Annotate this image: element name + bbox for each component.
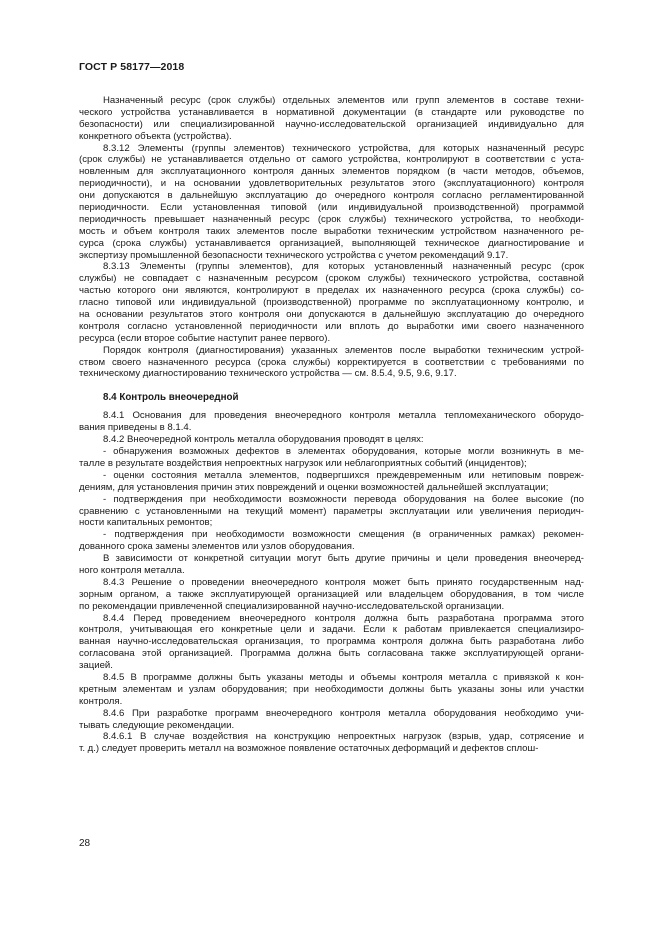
text-line: периодичности), и на основании удовлетворительных результатов этого (эксплуатационного) контроля: [79, 178, 584, 190]
text-line: сурса (срока службы) устанавливается организацией, выполняющей техническое диагностирование и: [79, 237, 584, 249]
page-content: [79, 95, 584, 755]
text-line: Порядок контроля (диагностирования) указанных элементов после выработки техническим устрой-: [103, 344, 584, 356]
paragraph: [79, 708, 584, 732]
text-line: по рекомендации привлеченной специализированной научно-исследовательской организации.: [79, 600, 505, 612]
text-line: периодичности. Если установленная типовой (или индивидуальной производственной) программой: [79, 202, 584, 214]
text-line: 8.4.3 Решение о проведении внеочередного контроля может быть принято государственным над-: [103, 576, 584, 588]
text-line: сравнению с установленными на текущий момент) параметры эксплуатации или увеличения периодич-: [79, 505, 584, 517]
text-line: - оценки состояния металла элементов, подвергшихся преждевременным или нетиповым повреж-: [103, 469, 584, 481]
text-line: частью которого они являются, контролируют в пределах их назначенного ресурса (срока службы) со-: [79, 285, 584, 297]
list-item: [79, 529, 584, 553]
text-line: мость и объем контроля таких элементов после выработки техническим устройством назначенного ре-: [79, 225, 584, 237]
text-line: 8.3.12 Элементы (группы элементов) технического устройства, для которых назначенный ресурс: [103, 142, 584, 154]
paragraph: [79, 95, 584, 143]
text-line: безопасности) или специализированной научно-исследовательской организацией индивидуально для: [79, 118, 584, 130]
text-line: контроля согласно установленной периодичности или вплоть до выработки ими своего назначенного: [79, 320, 584, 332]
paragraph: [79, 731, 584, 755]
text-line: ством своего назначенного ресурса (срока службы) корректируется в соответствии с требованиями по: [79, 356, 584, 368]
text-line: зацией.: [79, 660, 113, 672]
text-line: ванная научно-исследовательская организация, то программа контроля должна быть разработана либо: [79, 636, 584, 648]
text-line: Назначенный ресурс (срок службы) отдельных элементов или групп элементов в составе техни-: [103, 95, 584, 106]
paragraph: [79, 553, 584, 577]
text-line: т. д.) следует проверить металл на возможное появление остаточных деформаций и дефектов сплош-: [79, 743, 539, 755]
text-line: талле в результате воздействия непроектных нагрузок или неблагоприятных событий (инцидентов);: [79, 457, 527, 469]
text-line: техническому диагностированию технического устройства — см. 8.5.4, 9.5, 9.6, 9.17.: [79, 368, 457, 380]
text-line: ресурса (если второе событие наступит ранее первого).: [79, 332, 331, 344]
paragraph: [79, 345, 584, 381]
paragraph: [79, 261, 584, 344]
text-line: тывать следующие рекомендации.: [79, 719, 235, 731]
text-line: В зависимости от конкретной ситуации могут быть другие причины и цели проведения внеочеред-: [103, 553, 584, 565]
text-line: 8.4.6.1 В случае воздействия на конструкцию непроектных нагрузок (взрыв, удар, сотрясение и: [103, 731, 584, 743]
text-line: на основании результатов этого контроля они допускаются в дальнейшую эксплуатацию до очередного: [79, 309, 584, 321]
text-line: контроля, учитывающая его конкретные цели и задачи. Если к работам привлекается специализиро-: [79, 624, 584, 636]
text-line: зорным органом, а также эксплуатирующей организацией или владельцем оборудования, в том числе: [79, 588, 584, 600]
paragraph: [79, 143, 584, 262]
list-item: [79, 470, 584, 494]
text-line: 8.4.6 При разработке программ внеочередного контроля металла оборудования необходимо учи-: [103, 707, 584, 719]
text-line: контроля.: [79, 695, 123, 707]
text-line: (срок службы) не устанавливается отдельно от самого устройства, контролируют в соответствии с уста-: [79, 154, 584, 166]
paragraph: [79, 672, 584, 708]
text-line: конкретного объекта (устройства).: [79, 130, 232, 142]
paragraph: [79, 434, 584, 446]
text-line: службы) не совпадает с назначенным ресурсом (сроком службы) технического устройства, составной: [79, 273, 584, 285]
text-line: 8.3.13 Элементы (группы элементов), для которых установленный назначенный ресурс (срок: [103, 261, 584, 273]
text-line: - обнаружения возможных дефектов в элементах оборудования, которые могли возникнуть в ме-: [103, 446, 584, 458]
document-header: ГОСТ Р 58177—2018: [79, 61, 185, 73]
text-line: 8.4.2 Внеочередной контроль металла оборудования проводят в целях:: [103, 434, 424, 446]
text-line: новленным для эксплуатационного контроля данных элементов порядком (в части методов, объемов,: [79, 166, 584, 178]
text-line: ности капитальных ремонтов;: [79, 517, 213, 529]
text-line: гласно типовой или индивидуальной (производственной) программе по эксплуатационному контролю, и: [79, 297, 584, 309]
section-heading: 8.4 Контроль внеочередной: [103, 392, 239, 404]
paragraph: [79, 577, 584, 613]
section-8-4-text: [79, 410, 584, 755]
text-line: ного контроля металла.: [79, 564, 185, 576]
text-line: 8.4.4 Перед проведением внеочередного контроля должна быть разработана программа этого: [103, 612, 584, 624]
text-line: ческого устройства устанавливается в нормативной документации (в стандарте или руководстве по: [79, 106, 584, 118]
text-line: периодичность превышает назначенный ресурс (срок службы) технического устройства, то необходи-: [79, 213, 584, 225]
text-line: - подтверждения при необходимости возможности перевода оборудования на более высокие (по: [103, 493, 584, 505]
text-line: они допускаются в дальнейшую эксплуатацию до очередного контроля согласно регламентированной: [79, 190, 584, 202]
text-line: дованного срока замены элементов или узлов оборудования.: [79, 541, 355, 553]
paragraph: [79, 410, 584, 434]
text-line: 8.4.1 Основания для проведения внеочередного контроля металла тепломеханического оборудо-: [103, 410, 584, 422]
text-line: кретным элементам и узлам оборудования; при необходимости должны быть указаны зоны или участки: [79, 683, 584, 695]
list-item: [79, 446, 584, 470]
paragraph: [79, 613, 584, 672]
text-line: дениям, для установления причин этих повреждений и оценки возможностей дальнейшей эксплуатации;: [79, 481, 549, 493]
section-8-3-text: [79, 95, 584, 380]
text-line: экспертизу промышленной безопасности технического устройства с учетом рекомендаций 9.17.: [79, 249, 509, 261]
list-item: [79, 494, 584, 530]
text-line: 8.4.5 В программе должны быть указаны методы и объемы контроля металла с привязкой к кон-: [103, 671, 584, 683]
text-line: - подтверждения при необходимости возможности смещения (в ограниченных рамках) рекомен-: [103, 529, 584, 541]
text-line: согласована этой организацией. Программа должна быть согласована также эксплуатирующей органи-: [79, 648, 584, 660]
page-number: 28: [79, 838, 91, 849]
text-line: вания приведены в 8.1.4.: [79, 422, 192, 434]
